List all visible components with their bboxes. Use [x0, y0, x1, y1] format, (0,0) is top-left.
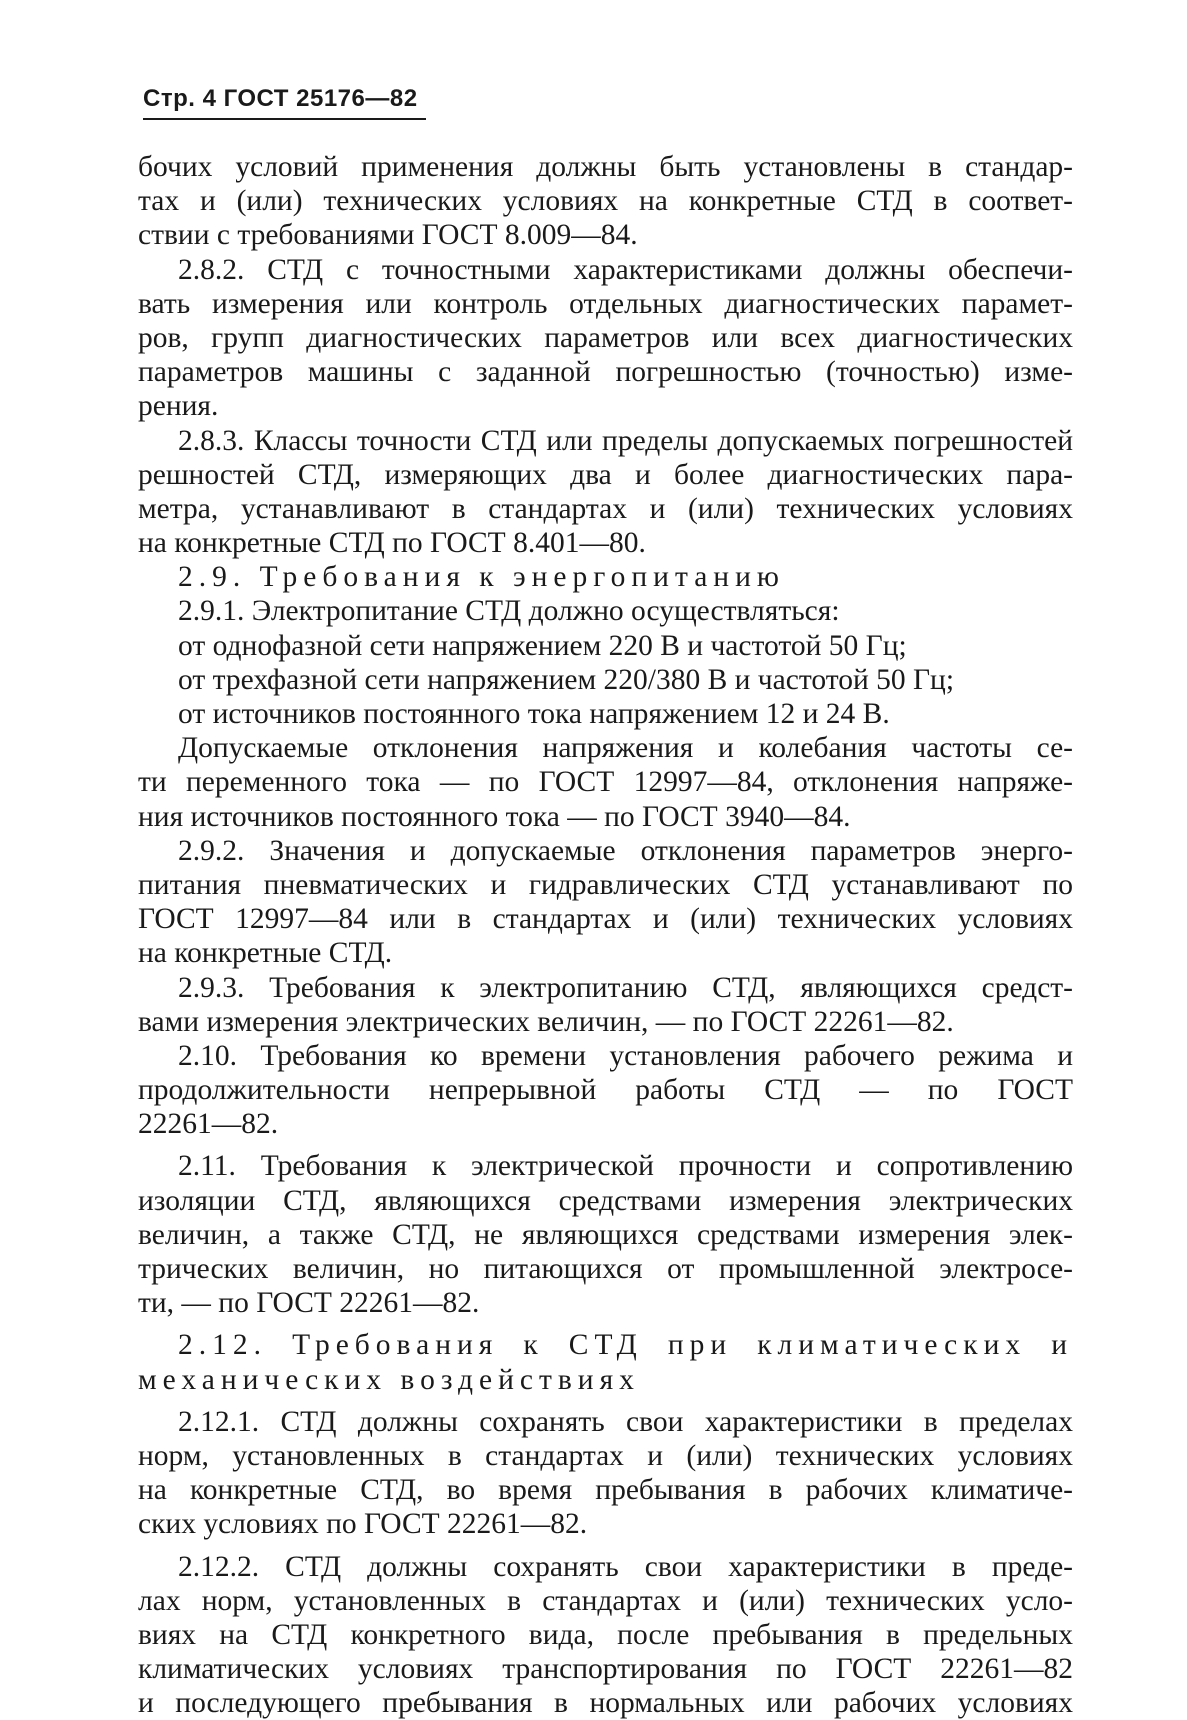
list-item: от однофазной сети напряжением 220 В и частотой 50 Гц;: [178, 629, 907, 662]
text-line: величин, а также СТД, не являющихся средствами измерения элек-: [138, 1218, 1073, 1251]
text-line: параметров машины с заданной погрешностью (точностью) изме-: [138, 356, 1073, 389]
text-line: тах и (или) технических условиях на конкретные СТД в соответ-: [138, 185, 1073, 218]
text-line: ти переменного тока — по ГОСТ 12997—84, отклонения напряже-: [138, 766, 1073, 799]
text-line: ских условиях по ГОСТ 22261—82.: [138, 1508, 588, 1541]
text-line: Допускаемые отклонения напряжения и колебания частоты се-: [178, 732, 1073, 765]
text-line: климатических условиях транспортирования по ГОСТ 22261—82: [138, 1653, 1073, 1686]
text-line: метра, устанавливают в стандартах и (или) технических условиях: [138, 492, 1073, 525]
list-item: от источников постоянного тока напряжением 12 и 24 В.: [178, 698, 890, 730]
section-heading-2-9: 2.9. Требования к энергопитанию: [178, 561, 785, 594]
paragraph-2-12-2: 2.12.2. СТД должны сохранять свои характеристики в преде-: [178, 1550, 1073, 1583]
text-line: ния источников постоянного тока — по ГОСТ 3940—84.: [138, 800, 851, 833]
text-line: лах норм, установленных в стандартах и (или) технических усло-: [138, 1584, 1073, 1617]
text-line: продолжительности непрерывной работы СТД — по ГОСТ: [138, 1074, 1073, 1107]
text-line: бочих условий применения должны быть установлены в стандар-: [138, 151, 1073, 183]
text-line: вать измерения или контроль отдельных диагностических парамет-: [138, 287, 1073, 320]
text-line: ГОСТ 12997—84 или в стандартах и (или) технических условиях: [138, 903, 1073, 936]
text-line: на конкретные СТД.: [138, 937, 393, 970]
paragraph-2-8-3: 2.8.3. Классы точности СТД или пределы допускаемых погрешностей: [178, 424, 1073, 457]
paragraph-2-11: 2.11. Требования к электрической прочности и сопротивлению: [178, 1150, 1073, 1183]
paragraph-2-9-3: 2.9.3. Требования к электропитанию СТД, являющихся средст-: [178, 971, 1073, 1004]
section-heading-2-12: 2.12. Требования к СТД при климатических и: [178, 1329, 1073, 1362]
text-line: вами измерения электрических величин, — по ГОСТ 22261—82.: [138, 1005, 954, 1038]
text-line: ти, — по ГОСТ 22261—82.: [138, 1287, 480, 1320]
text-line: виях на СТД конкретного вида, после пребывания в предельных: [138, 1618, 1073, 1651]
text-line: ствии с требованиями ГОСТ 8.009—84.: [138, 219, 638, 252]
text-line: норм, установленных в стандартах и (или) технических условиях: [138, 1439, 1073, 1472]
text-line: решностей СТД, измеряющих два и более диагностических пара-: [138, 458, 1073, 491]
list-item: от трехфазной сети напряжением 220/380 В и частотой 50 Гц;: [178, 663, 955, 696]
header-rule: [143, 118, 426, 120]
text-line: 22261—82.: [138, 1108, 279, 1141]
paragraph-2-9-1: 2.9.1. Электропитание СТД должно осуществляться:: [178, 595, 840, 628]
page-header-title: Стр. 4 ГОСТ 25176—82: [143, 85, 418, 112]
text-line: и последующего пребывания в нормальных или рабочих условиях: [138, 1687, 1073, 1720]
text-line: трических величин, но питающихся от промышленной электросе-: [138, 1253, 1073, 1285]
text-line: питания пневматических и гидравлических СТД устанавливают по: [138, 868, 1073, 901]
section-heading-2-12-cont: механических воздействиях: [138, 1363, 640, 1396]
text-line: на конкретные СТД, во время пребывания в рабочих климатиче-: [138, 1474, 1073, 1507]
document-body: [138, 150, 1073, 1720]
text-line: ров, групп диагностических параметров или всех диагностических: [138, 321, 1073, 354]
text-line: изоляции СТД, являющихся средствами измерения электрических: [138, 1184, 1073, 1217]
page-header: [143, 82, 426, 120]
text-line: на конкретные СТД по ГОСТ 8.401—80.: [138, 527, 646, 560]
paragraph-2-9-2: 2.9.2. Значения и допускаемые отклонения параметров энерго-: [178, 834, 1073, 867]
paragraph-2-8-2: 2.8.2. СТД с точностными характеристиками должны обеспечи-: [178, 253, 1073, 286]
text-line: рения.: [138, 390, 219, 423]
paragraph-2-12-1: 2.12.1. СТД должны сохранять свои характеристики в пределах: [178, 1405, 1073, 1438]
paragraph-2-10: 2.10. Требования ко времени установления рабочего режима и: [178, 1039, 1073, 1072]
